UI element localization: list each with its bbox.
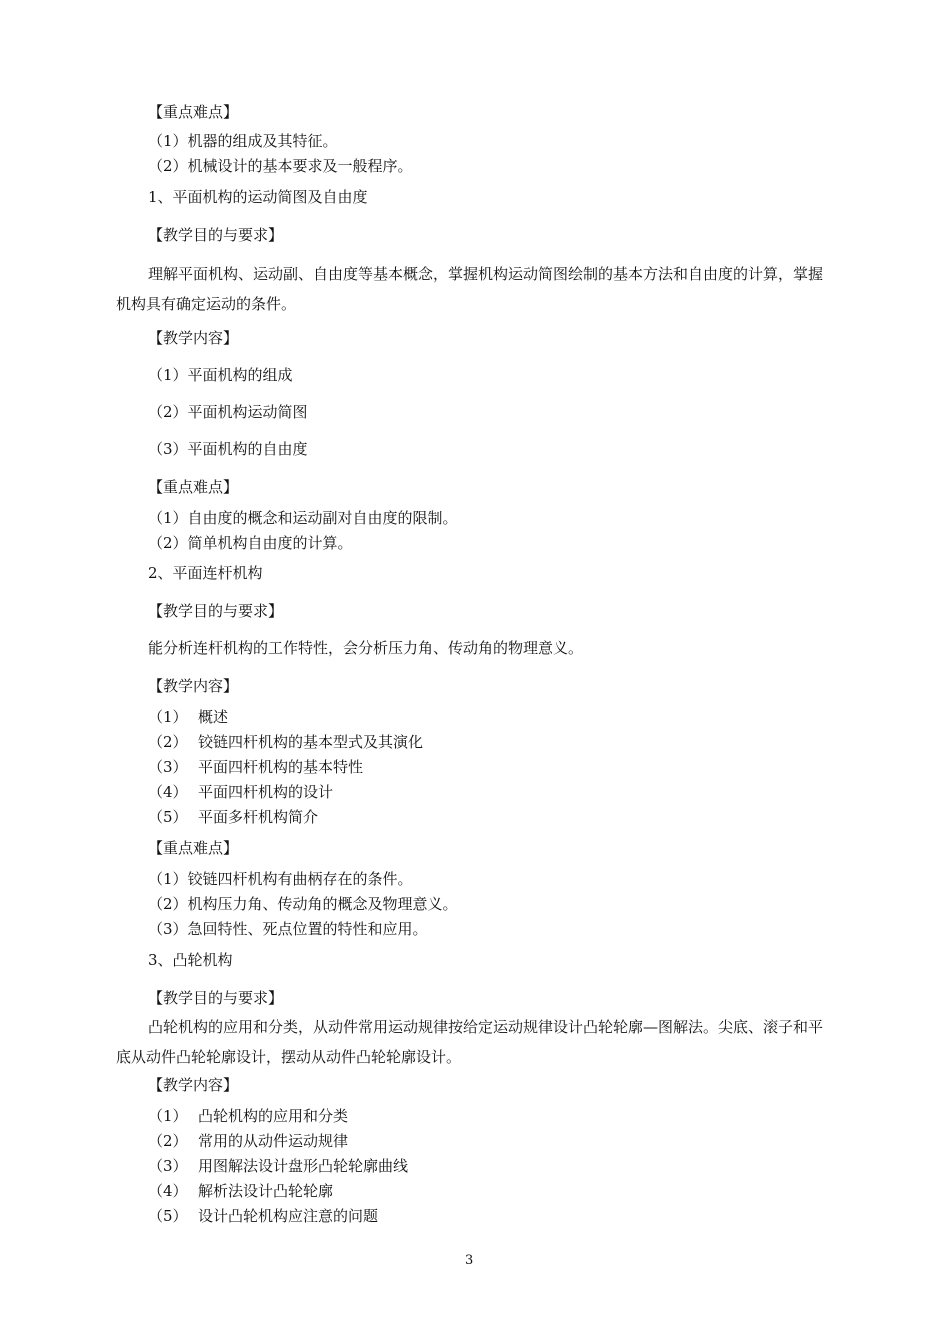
heading-teaching-content: 【教学内容】 <box>148 1076 239 1094</box>
list-item <box>148 758 363 776</box>
list-number: （5） <box>148 1207 188 1225</box>
list-text: 凸轮机构的应用和分类 <box>198 1107 349 1125</box>
list-number: （4） <box>148 1182 188 1200</box>
list-item: （1）铰链四杆机构有曲柄存在的条件。 <box>148 870 413 888</box>
list-text: 铰链四杆机构的基本型式及其演化 <box>198 733 424 751</box>
list-number: （3） <box>148 758 188 776</box>
heading-key-difficulties: 【重点难点】 <box>148 103 239 121</box>
list-item: （3）平面机构的自由度 <box>148 440 308 458</box>
list-number: （1） <box>148 708 188 726</box>
list-number: （2） <box>148 733 188 751</box>
heading-teaching-content: 【教学内容】 <box>148 329 239 347</box>
list-text: 概述 <box>198 708 229 726</box>
list-item <box>148 1132 348 1150</box>
list-item <box>148 733 423 751</box>
list-text: 解析法设计凸轮轮廓 <box>198 1182 334 1200</box>
list-item: （1）平面机构的组成 <box>148 366 293 384</box>
heading-key-difficulties: 【重点难点】 <box>148 839 239 857</box>
list-item: （2）机构压力角、传动角的概念及物理意义。 <box>148 895 458 913</box>
list-item: （2）平面机构运动简图 <box>148 403 308 421</box>
list-item: （3）急回特性、死点位置的特性和应用。 <box>148 920 428 938</box>
list-item: （2）简单机构自由度的计算。 <box>148 534 353 552</box>
section-title: 2、平面连杆机构 <box>148 564 263 582</box>
list-item: （1）自由度的概念和运动副对自由度的限制。 <box>148 509 458 527</box>
list-item <box>148 708 228 726</box>
list-text: 设计凸轮机构应注意的问题 <box>198 1207 379 1225</box>
heading-teaching-goals: 【教学目的与要求】 <box>148 989 284 1007</box>
list-item <box>148 783 333 801</box>
list-item <box>148 1207 378 1225</box>
list-item <box>148 1107 348 1125</box>
list-text: 平面四杆机构的设计 <box>198 783 334 801</box>
list-text: 平面四杆机构的基本特性 <box>198 758 364 776</box>
paragraph: 凸轮机构的应用和分类，从动件常用运动规律按给定运动规律设计凸轮轮廓—图解法。尖底、滚子和平底从动件凸轮轮廓设计，摆动从动件凸轮轮廓设计。 <box>116 1018 824 1066</box>
list-item <box>148 1182 333 1200</box>
list-item <box>148 1157 408 1175</box>
list-number: （3） <box>148 1157 188 1175</box>
list-item <box>148 808 318 826</box>
paragraph: 能分析连杆机构的工作特性，会分析压力角、传动角的物理意义。 <box>148 639 584 657</box>
list-text: 用图解法设计盘形凸轮轮廓曲线 <box>198 1157 409 1175</box>
list-number: （1） <box>148 1107 188 1125</box>
list-number: （2） <box>148 1132 188 1150</box>
heading-teaching-content: 【教学内容】 <box>148 677 239 695</box>
section-title: 3、凸轮机构 <box>148 951 233 969</box>
heading-teaching-goals: 【教学目的与要求】 <box>148 226 284 244</box>
heading-key-difficulties: 【重点难点】 <box>148 478 239 496</box>
paragraph: 理解平面机构、运动副、自由度等基本概念，掌握机构运动简图绘制的基本方法和自由度的计算，掌握机构具有确定运动的条件。 <box>116 265 824 313</box>
list-item: （1）机器的组成及其特征。 <box>148 132 338 150</box>
section-title: 1、平面机构的运动简图及自由度 <box>148 188 368 206</box>
list-number: （5） <box>148 808 188 826</box>
list-number: （4） <box>148 783 188 801</box>
list-text: 常用的从动件运动规律 <box>198 1132 349 1150</box>
list-item: （2）机械设计的基本要求及一般程序。 <box>148 157 413 175</box>
list-text: 平面多杆机构简介 <box>198 808 319 826</box>
heading-teaching-goals: 【教学目的与要求】 <box>148 602 284 620</box>
page-number: 3 <box>465 1253 474 1268</box>
